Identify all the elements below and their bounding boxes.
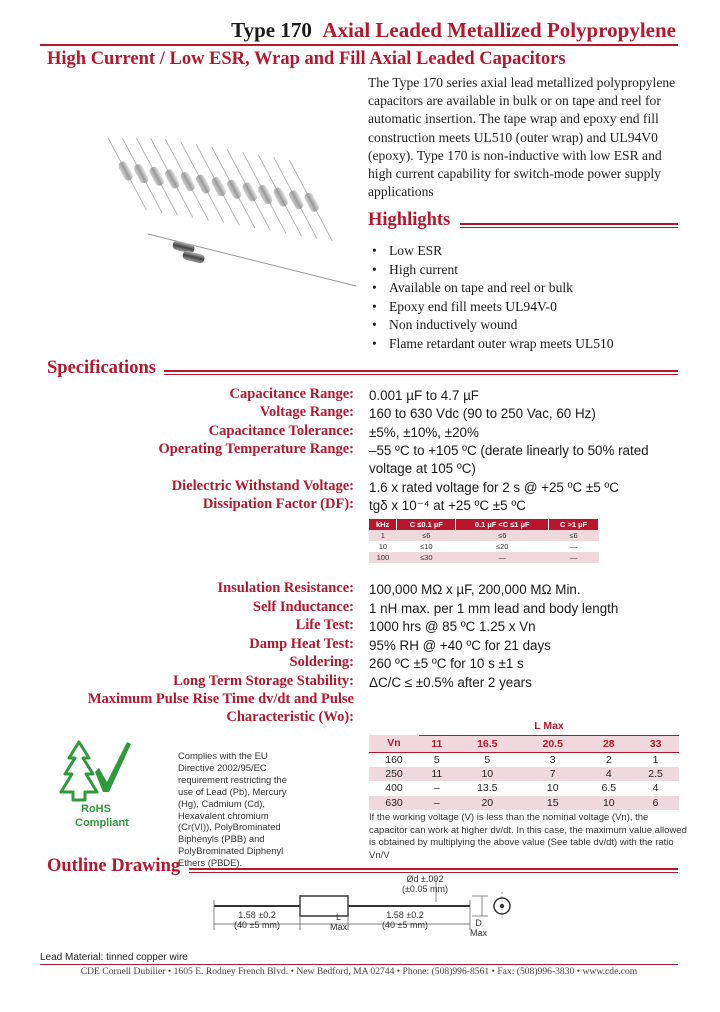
pulse-cell: 3 bbox=[549, 753, 556, 766]
outline-rule bbox=[189, 868, 678, 870]
footer-text: CDE Cornell Dubilier • 1605 E. Rodney French Blvd. • New Bedford, MA 02744 • Phone: (508)996-8561 • Fax: (508)996-3830 • www.cde.com bbox=[80, 966, 638, 977]
outline-title: Outline Drawing bbox=[47, 856, 181, 876]
df-cell: ≤6 bbox=[456, 530, 549, 541]
pulse-cell: 11 bbox=[419, 767, 455, 782]
spec-label-soldering: Soldering: bbox=[289, 654, 354, 670]
rohs-line2: Compliant bbox=[75, 817, 129, 829]
pulse-cell: 400 bbox=[385, 782, 403, 795]
checkmark-icon bbox=[95, 742, 131, 792]
df-header: 0.1 µF <C ≤1 µF bbox=[456, 519, 549, 530]
df-cell: 10 bbox=[378, 542, 388, 551]
spec-label-damp-heat: Damp Heat Test: bbox=[249, 636, 354, 652]
outline-drawing bbox=[212, 872, 522, 942]
loose-capacitor bbox=[172, 240, 196, 254]
page-subtitle: High Current / Low ESR, Wrap and Fill Axial Leaded Capacitors bbox=[47, 49, 566, 69]
pulse-col-header: 16.5 bbox=[455, 735, 520, 752]
list-item: • Epoxy end fill meets UL94V-0 bbox=[372, 298, 614, 317]
pulse-cell: 13.5 bbox=[477, 782, 498, 795]
rohs-logo-icon bbox=[55, 738, 155, 830]
pulse-cell: 20 bbox=[455, 796, 520, 811]
table-row bbox=[369, 552, 599, 563]
highlights-list bbox=[372, 242, 614, 353]
df-cell: ≤20 bbox=[496, 542, 509, 551]
list-item: • Non inductively wound bbox=[372, 316, 614, 335]
df-cell: — bbox=[549, 552, 599, 563]
specifications-rule bbox=[164, 370, 678, 372]
spec-label-life-test: Life Test: bbox=[295, 617, 354, 633]
pulse-cell: 6.5 bbox=[601, 782, 617, 795]
rohs-text: Complies with the EU Directive 2002/95/EC requirement restricting the use of Lead (Pb), Mercury (Hg), Cadmium (Cd), Hexavalent chromium (Cr(VI)), PolyBrominated Biphenyls (PBB) and PolyBrominated Diphenyl Ethers (PBDE). bbox=[178, 750, 287, 869]
df-cell: — bbox=[456, 552, 549, 563]
dissipation-factor-table bbox=[369, 519, 599, 563]
spec-value-operating-temperature: –55 ºC to +105 ºC (derate linearly to 50% rated bbox=[369, 443, 649, 458]
loose-capacitor bbox=[182, 250, 206, 264]
df-cell: — bbox=[569, 542, 578, 551]
df-cell: ≤6 bbox=[397, 530, 456, 541]
pulse-cell: 10 bbox=[585, 796, 632, 811]
pulse-cell: 15 bbox=[520, 796, 585, 811]
df-cell: ≤10 bbox=[420, 542, 433, 551]
pulse-vn-header: Vn bbox=[369, 735, 419, 752]
spec-label-dielectric-withstand: Dielectric Withstand Voltage: bbox=[171, 478, 354, 494]
spec-label-dissipation-factor: Dissipation Factor (DF): bbox=[202, 496, 354, 512]
pulse-cell: 7 bbox=[520, 767, 585, 782]
spec-value-storage-stability: ΔC/C ≤ ±0.5% after 2 years bbox=[369, 675, 532, 690]
dim-dia-label: D Max bbox=[470, 918, 488, 938]
type-label: Type 170 bbox=[231, 18, 312, 42]
rohs-line1: RoHS bbox=[81, 803, 111, 815]
pulse-group-header: L Max bbox=[419, 718, 679, 735]
pulse-cell: 2.5 bbox=[632, 767, 679, 782]
spec-value-capacitance-tolerance: ±5%, ±10%, ±20% bbox=[369, 425, 479, 440]
spec-label-self-inductance: Self Inductance: bbox=[252, 599, 354, 615]
table-row bbox=[369, 530, 599, 541]
pulse-col-header: 20.5 bbox=[520, 735, 585, 752]
spec-value-voltage-range: 160 to 630 Vdc (90 to 250 Vac, 60 Hz) bbox=[369, 406, 596, 421]
pulse-col-header: 33 bbox=[632, 735, 679, 752]
pulse-note: If the working voltage (V) is less than the nominal voltage (Vn), the capacitor can work at higher dv/dt. In this case, the maximum value allowed is obtained by multiplying the above value (See table dv/dt) with the ratio Vn/V bbox=[369, 812, 687, 861]
footer-rule bbox=[40, 964, 678, 965]
table-row bbox=[369, 541, 599, 552]
pulse-cell: 10 bbox=[455, 767, 520, 782]
df-cell: ≤6 bbox=[549, 530, 599, 541]
df-header: kHz bbox=[369, 519, 397, 530]
spec-value-dielectric-withstand: 1.6 x rated voltage for 2 s @ +25 ºC ±5 ºC bbox=[369, 480, 619, 495]
pulse-col-header: 11 bbox=[419, 735, 455, 752]
spec-label-pulse-2: Characteristic (Wo): bbox=[226, 709, 354, 725]
title-text: Axial Leaded Metallized Polypropylene bbox=[322, 18, 676, 42]
pulse-col-header: 28 bbox=[585, 735, 632, 752]
spec-label-storage-stability: Long Term Storage Stability: bbox=[173, 673, 354, 689]
spec-value-capacitance-range: 0.001 µF to 4.7 µF bbox=[369, 388, 479, 403]
specifications-rule-2 bbox=[164, 374, 678, 375]
pulse-cell: – bbox=[433, 782, 440, 795]
spec-label-pulse: Maximum Pulse Rise Time dv/dt and Pulse bbox=[87, 691, 354, 707]
df-header: C >1 µF bbox=[549, 519, 599, 530]
spec-value-insulation-resistance: 100,000 MΩ x µF, 200,000 MΩ Min. bbox=[369, 582, 581, 597]
spec-value-self-inductance: 1 nH max. per 1 mm lead and body length bbox=[369, 601, 619, 616]
spec-value-dissipation-factor: tgδ x 10⁻⁴ at +25 ºC ±5 ºC bbox=[369, 498, 526, 513]
list-item: • High current bbox=[372, 261, 614, 280]
list-item: • Flame retardant outer wrap meets UL510 bbox=[372, 335, 614, 354]
df-cell: 1 bbox=[369, 530, 397, 541]
list-item: • Low ESR bbox=[372, 242, 614, 261]
specifications-title: Specifications bbox=[47, 358, 156, 378]
spec-label-insulation-resistance: Insulation Resistance: bbox=[217, 580, 354, 596]
pulse-cell: 4 bbox=[652, 782, 659, 795]
title-rule bbox=[40, 44, 678, 46]
spec-value-life-test: 1000 hrs @ 85 ºC 1.25 x Vn bbox=[369, 619, 536, 634]
pulse-cell: 1 bbox=[652, 753, 659, 766]
spec-value-damp-heat: 95% RH @ +40 ºC for 21 days bbox=[369, 638, 551, 653]
spec-label-capacitance-range: Capacitance Range: bbox=[229, 386, 354, 402]
highlights-rule bbox=[460, 223, 678, 225]
pulse-corner bbox=[369, 718, 419, 735]
pulse-cell: 2 bbox=[605, 753, 612, 766]
list-item: • Available on tape and reel or bulk bbox=[372, 279, 614, 298]
capacitor-tape-photo bbox=[108, 138, 358, 288]
lead-material-note: Lead Material: tinned copper wire bbox=[40, 952, 188, 963]
table-row bbox=[369, 752, 679, 767]
spec-value-soldering: 260 ºC ±5 ºC for 10 s ±1 s bbox=[369, 656, 524, 671]
pulse-table bbox=[369, 718, 679, 810]
highlights-rule-2 bbox=[460, 227, 678, 228]
spec-label-voltage-range: Voltage Range: bbox=[259, 404, 354, 420]
pulse-cell: 4 bbox=[585, 767, 632, 782]
table-row bbox=[369, 781, 679, 796]
dim-wire-label: Ød ±.002 (±0.05 mm) bbox=[402, 874, 448, 894]
table-row bbox=[369, 796, 679, 811]
pulse-cell: 5 bbox=[433, 753, 440, 766]
dim-right-label: 1.58 ±0.2 (40 ±5 mm) bbox=[382, 910, 428, 930]
highlights-title: Highlights bbox=[368, 210, 451, 230]
intro-paragraph: The Type 170 series axial lead metallized polypropylene capacitors are available in bulk or on tape and reel for automatic insertion. The tape wrap and epoxy end fill construction meets UL510 (outer wrap) and UL94V0 (epoxy). Type 170 is non-inductive with low ESR and high current capability for switch-mode power supply applications bbox=[368, 75, 676, 200]
pulse-cell: 630 bbox=[369, 796, 419, 811]
table-row bbox=[369, 767, 679, 782]
page-title bbox=[0, 18, 676, 43]
spec-label-operating-temperature: Operating Temperature Range: bbox=[158, 441, 354, 457]
tree-icon bbox=[61, 742, 97, 800]
pulse-cell: – bbox=[419, 796, 455, 811]
dim-left-label: 1.58 ±0.2 (40 ±5 mm) bbox=[234, 910, 280, 930]
pulse-cell: 250 bbox=[369, 767, 419, 782]
pulse-cell: 160 bbox=[385, 753, 403, 766]
df-cell: ≤30 bbox=[397, 552, 456, 563]
pulse-cell: 6 bbox=[632, 796, 679, 811]
df-header: C ≤0.1 µF bbox=[397, 519, 456, 530]
df-cell: 100 bbox=[369, 552, 397, 563]
pulse-cell: 5 bbox=[484, 753, 491, 766]
spec-label-capacitance-tolerance: Capacitance Tolerance: bbox=[208, 423, 354, 439]
dim-body-label: L Max bbox=[330, 912, 348, 932]
spec-value-operating-temperature-2: voltage at 105 ºC) bbox=[369, 461, 476, 476]
pulse-cell: 10 bbox=[546, 782, 559, 795]
